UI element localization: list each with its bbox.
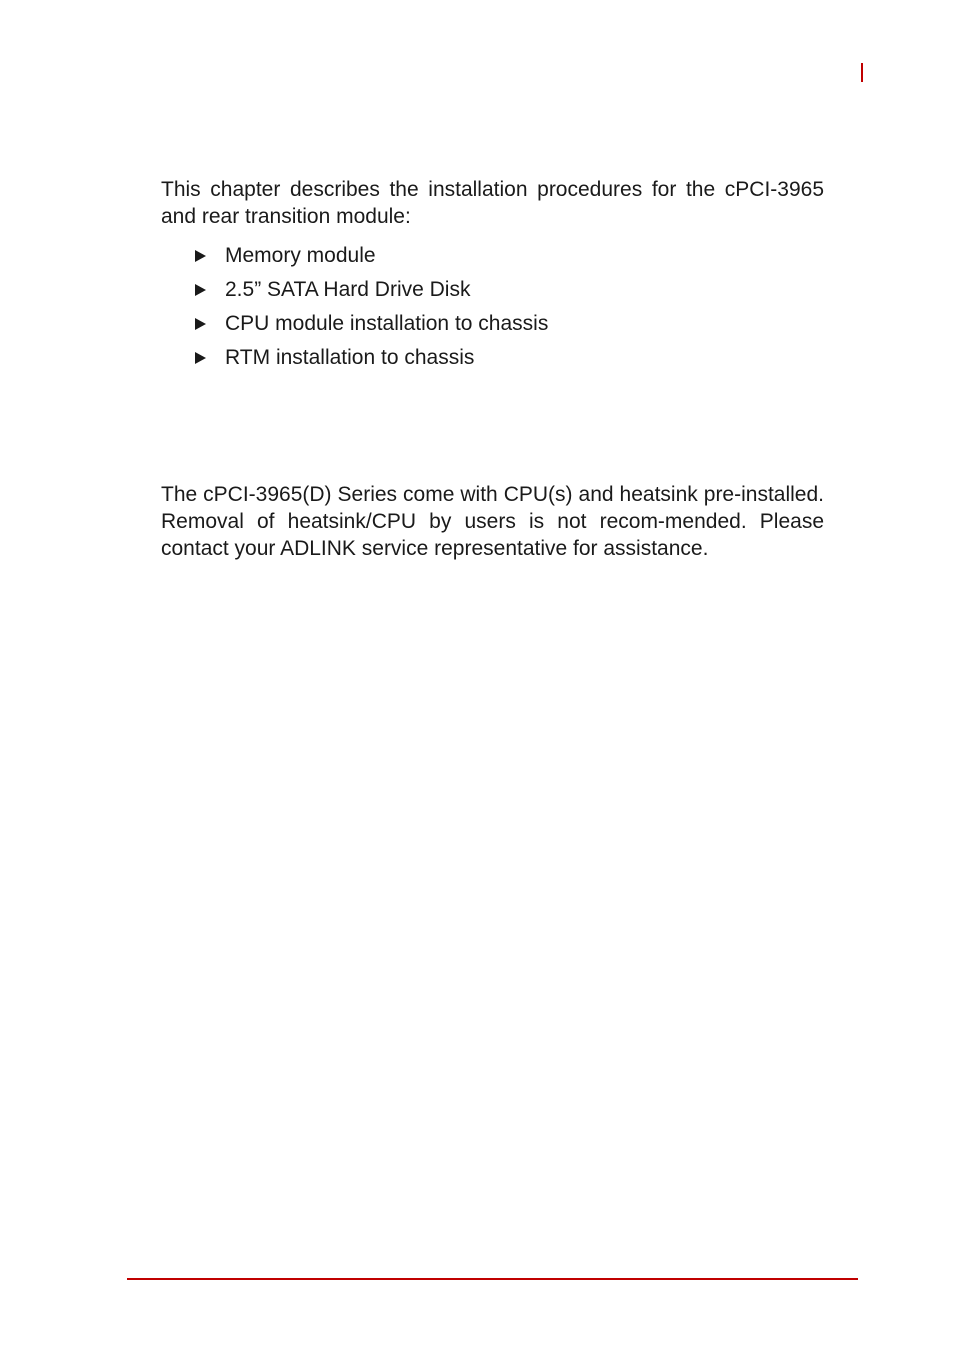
- triangle-bullet-icon: [195, 352, 206, 364]
- cpu-heatsink-note: The cPCI-3965(D) Series come with CPU(s) and heatsink pre-installed. Removal of heatsink/CPU by users is not recom-mended. Please contact your ADLINK service representative for assistance.: [161, 483, 824, 560]
- triangle-bullet-icon: [195, 284, 206, 296]
- list-item-label: RTM installation to chassis: [225, 346, 475, 369]
- footer-rule: [127, 1278, 858, 1280]
- triangle-bullet-icon: [195, 318, 206, 330]
- header-accent-mark: [861, 63, 863, 82]
- intro-paragraph: This chapter describes the installation procedures for the cPCI-3965 and rear transition module:: [161, 178, 824, 228]
- list-item-label: Memory module: [225, 244, 376, 267]
- list-item-label: 2.5” SATA Hard Drive Disk: [225, 278, 471, 301]
- triangle-bullet-icon: [195, 250, 206, 262]
- list-item-label: CPU module installation to chassis: [225, 312, 549, 335]
